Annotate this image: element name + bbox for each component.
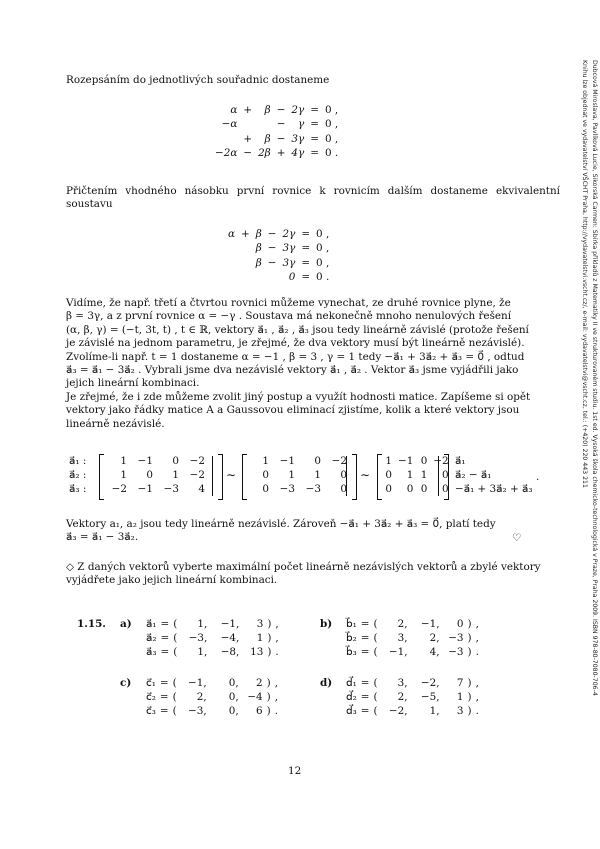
- vector-component: −2,: [420, 677, 440, 689]
- vector-component: −3: [448, 646, 464, 658]
- paren-close: ): [267, 632, 272, 644]
- equation-term: 2γ: [291, 104, 305, 116]
- vector-component: 0,: [228, 705, 239, 717]
- matrix-row: [66, 454, 92, 468]
- vector-row: [318, 645, 481, 659]
- vector-name: c⃗₃: [146, 705, 156, 717]
- matrix-entry: 1: [406, 469, 414, 481]
- equation-system-2: [225, 227, 332, 284]
- equation-term: β: [264, 132, 271, 145]
- matrix-entry: 0: [420, 455, 428, 467]
- equation-term: −: [267, 228, 277, 240]
- matrix-entry: 1: [262, 455, 269, 467]
- vector-component: 1: [256, 632, 264, 644]
- paragraph-line: lineárně nezávislé.: [66, 417, 165, 430]
- exercise-part-b: [318, 617, 481, 659]
- vector-component: 3,: [397, 632, 408, 644]
- equation-term: α: [228, 228, 236, 240]
- equation-term: =: [310, 146, 319, 159]
- paragraph-equivalent-system: [66, 185, 560, 212]
- equals-sign: =: [160, 618, 170, 630]
- equals-sign: =: [160, 632, 170, 644]
- vector-component: −1,: [220, 618, 240, 630]
- paren-open: (: [373, 646, 378, 658]
- vector-component: 3: [456, 705, 464, 717]
- paragraph-text: Přičtením vhodného násobku první rovnice k rovnicím dalším dostaneme ekvivalentní soustavu: [66, 185, 560, 211]
- matrix-row: [452, 454, 536, 468]
- vector-name: a⃗₁: [146, 618, 157, 630]
- vector-component: 1,: [197, 618, 208, 630]
- equation-term: =: [301, 242, 311, 255]
- equation-term: −: [276, 132, 286, 145]
- equation-term: [240, 117, 255, 131]
- equation-term: −: [267, 242, 277, 255]
- equation-term: 0 ,: [324, 118, 339, 131]
- matrix-entry: −3: [163, 483, 179, 495]
- vector-component: 2,: [397, 691, 408, 703]
- paragraph-line: je závislé na jednom parametru, je zřejmé, že dva vektory musí být lineárně nezávislé).: [66, 337, 525, 350]
- matrix-entry: 0: [385, 483, 392, 495]
- citation-line: Dubcová Miroslava, Pavlíková Lucie, Sikorská Carmen: Sbírka příkladů z Matematiky II ve strukturovaném studiu. 1st ed. Vysoká škola chemicko-technologická v Praze, Praha 2009. ISBN 978-80-7080-706-4: [591, 60, 598, 696]
- vector-component: 3,: [397, 677, 408, 689]
- matrix-entry: 4: [198, 483, 205, 495]
- part-label: [118, 704, 144, 718]
- matrix-row: [66, 482, 92, 496]
- equation-term: =: [301, 270, 311, 283]
- vector-component: −2,: [388, 705, 408, 717]
- equation-term: [253, 270, 265, 284]
- equation-term: β: [255, 242, 262, 255]
- part-label: d): [320, 677, 333, 689]
- vector-component: −1,: [388, 646, 408, 658]
- equation-term: [212, 132, 240, 146]
- matrix-row-operation: a⃗₁: [455, 455, 466, 467]
- matrix-entry: −3: [305, 483, 321, 495]
- equation-term: =: [310, 118, 319, 131]
- row-end: ,: [475, 632, 479, 644]
- equals-sign: =: [159, 705, 169, 717]
- row-end: ,: [274, 677, 279, 689]
- tilde-1: ∼: [226, 468, 237, 482]
- matrix-entry: 0: [442, 469, 449, 481]
- equation-term: 2β: [258, 146, 271, 159]
- vector-row: [118, 676, 280, 690]
- equation-term: 0 ,: [316, 242, 330, 255]
- matrix-row-label: a⃗₂ :: [69, 469, 87, 481]
- row-end: ,: [275, 618, 279, 630]
- paragraph-line: β = 3γ, a z první rovnice α = −γ . Soustava má nekonečně mnoho nenulových řešení: [66, 310, 512, 323]
- matrix-entry: 0: [262, 469, 269, 481]
- matrix-row: [381, 482, 452, 496]
- exercise-part-d: [318, 676, 481, 718]
- matrix-entry: 0: [340, 483, 347, 495]
- row-end: ,: [475, 691, 479, 703]
- part-label: [318, 631, 344, 645]
- paren-close: ): [266, 677, 271, 689]
- paren-close: ): [467, 632, 472, 644]
- vector-row: [318, 617, 481, 631]
- row-end: .: [275, 646, 279, 658]
- vector-component: −3: [448, 632, 464, 644]
- task-instruction: [66, 561, 560, 588]
- vector-row: [118, 704, 280, 718]
- equation-term: [238, 256, 253, 270]
- matrix-row: [246, 454, 350, 468]
- equation-term: 3γ: [282, 256, 296, 269]
- matrix-row: [104, 454, 208, 468]
- equation-term: 0 ,: [324, 104, 339, 116]
- equation-term: [265, 270, 280, 284]
- vector-name: b⃗₂: [346, 632, 357, 644]
- vector-component: −1,: [188, 677, 207, 689]
- vector-name: a⃗₂: [146, 632, 157, 644]
- matrix-entry: 1: [172, 469, 179, 481]
- paragraph-line: Vidíme, že např. třetí a čtvrtou rovnici můžeme vynechat, ze druhé rovnice plyne, že: [66, 297, 511, 309]
- paren-open: (: [172, 705, 177, 717]
- paragraph-line: Je zřejmé, že i zde můžeme zvolit jiný postup a využít hodnosti matice. Zapíšeme si opět: [66, 390, 531, 403]
- intro-text: Rozepsáním do jednotlivých souřadnic dostaneme: [66, 74, 330, 86]
- equals-sign: =: [360, 618, 370, 630]
- matrix-row-operation: −a⃗₁ + 3a⃗₂ + a⃗₃: [455, 483, 533, 495]
- matrix-row: [381, 454, 452, 468]
- vector-component: −1,: [420, 618, 440, 630]
- paragraph-line: vektory jako řádky matice A a Gaussovou eliminací zjistíme, kolik a které vektory jsou: [66, 404, 520, 417]
- vector-row: [318, 631, 481, 645]
- equation-term: [238, 270, 253, 284]
- matrix-entry: 0: [385, 469, 392, 481]
- paren-open: (: [373, 677, 378, 689]
- paren-open: (: [173, 618, 178, 630]
- paragraph-solution: [66, 297, 560, 431]
- paren-close: ): [467, 646, 472, 658]
- matrix-row-operation: a⃗₂ − a⃗₁: [455, 469, 492, 481]
- vector-name: a⃗₃: [146, 646, 157, 658]
- equation-row: [212, 117, 341, 131]
- matrix-row: [104, 468, 208, 482]
- exercise-part-c: [118, 676, 280, 718]
- equals-sign: =: [360, 691, 370, 703]
- matrix-entry: −2: [189, 455, 205, 467]
- equation-term: =: [301, 228, 311, 240]
- vector-component: 7: [456, 677, 464, 689]
- matrix-entry: 0: [420, 483, 428, 495]
- equation-row: [225, 270, 332, 284]
- equation-term: 2γ: [282, 228, 296, 240]
- equation-term: [225, 241, 238, 255]
- equation-term: +: [276, 146, 286, 159]
- equation-term: [255, 117, 274, 131]
- equation-term: +: [243, 104, 253, 116]
- matrix-row: [381, 468, 452, 482]
- equation-term: γ: [298, 118, 305, 131]
- equation-term: +: [243, 132, 253, 145]
- order-line: Knihu lze objednat ve vydavatelství VŠCHT Praha, http://vydavatelstvi.vscht.cz/, e-mail: vydavatelstvi@vscht.cz, tel.: (+420) 220 443 211: [581, 60, 588, 488]
- part-label: b): [320, 618, 333, 630]
- part-label: [318, 690, 344, 704]
- vector-component: 2: [256, 677, 263, 689]
- matrix-entry: −2: [433, 455, 449, 467]
- part-label: [318, 645, 344, 659]
- part-label: [118, 631, 144, 645]
- equation-term: β: [264, 104, 271, 116]
- paren-open: (: [373, 705, 378, 717]
- equation-row: [212, 132, 341, 146]
- equation-term: −: [276, 118, 286, 131]
- equation-system-1: [212, 103, 341, 160]
- vector-component: 1: [456, 691, 464, 703]
- equation-term: [238, 241, 253, 255]
- matrix-end-dot: .: [536, 471, 540, 483]
- equation-term: β: [255, 256, 262, 269]
- paren-open: (: [173, 646, 178, 658]
- vector-name: b⃗₃: [346, 646, 357, 658]
- equals-sign: =: [360, 677, 370, 689]
- row-end: ,: [274, 691, 279, 703]
- matrix-entry: 0: [262, 483, 269, 495]
- matrix-entry: −1: [398, 455, 414, 467]
- vector-component: 2,: [397, 618, 408, 630]
- equation-row: [225, 256, 332, 270]
- vector-row: [118, 645, 281, 659]
- matrix-entry: 0: [442, 483, 449, 495]
- matrix-row: [246, 468, 350, 482]
- row-end: .: [274, 705, 279, 717]
- equation-term: 0 .: [316, 270, 330, 283]
- matrix-entry: −2: [331, 455, 347, 467]
- vector-name: c⃗₂: [146, 691, 156, 703]
- vector-name: d⃗₃: [346, 705, 357, 717]
- paren-open: (: [172, 691, 177, 703]
- vector-row: [318, 690, 481, 704]
- row-end: .: [475, 646, 479, 658]
- vector-component: 2,: [196, 691, 207, 703]
- matrix-row: [246, 482, 350, 496]
- equation-term: −: [267, 256, 277, 269]
- tilde-2: ∼: [360, 468, 371, 482]
- paren-open: (: [172, 677, 177, 689]
- paren-close: ): [467, 618, 472, 630]
- matrix-entry: 1: [288, 469, 295, 481]
- matrix-row-label: a⃗₁ :: [69, 455, 87, 467]
- task-line: vyjádřete jako jejich lineární kombinaci.: [66, 574, 278, 587]
- vector-row: [318, 676, 481, 690]
- equation-term: =: [301, 256, 311, 269]
- paragraph-line: Vektory a₁, a₂ jsou tedy lineárně nezávislé. Zároveň −a⃗₁ + 3a⃗₂ + a⃗₃ = 0⃗, platí tedy: [66, 518, 496, 530]
- matrix-entry: −1: [137, 455, 153, 467]
- part-label: [318, 704, 344, 718]
- equation-term: 0 ,: [324, 132, 339, 145]
- equation-term: [225, 256, 238, 270]
- paragraph-line: Zvolíme-li např. t = 1 dostaneme α = −1 , β = 3 , γ = 1 tedy −a⃗₁ + 3a⃗₂ + a⃗₃ = 0⃗ , odtud: [66, 350, 525, 363]
- paren-close: ): [467, 691, 472, 703]
- exercise-part-a: [118, 617, 281, 659]
- row-end: ,: [275, 632, 279, 644]
- paren-close: ): [467, 705, 472, 717]
- vector-component: 1,: [429, 705, 440, 717]
- part-label: [118, 645, 144, 659]
- vector-component: 0,: [228, 691, 239, 703]
- equation-term: =: [310, 132, 319, 145]
- equation-term: 0 ,: [316, 256, 330, 269]
- matrix-row: [104, 482, 208, 496]
- paragraph-line: jejich lineární kombinaci.: [66, 377, 200, 390]
- matrix-entry: −2: [189, 469, 205, 481]
- paren-open: (: [173, 632, 178, 644]
- equation-term: [225, 270, 238, 284]
- vector-component: 6: [256, 705, 263, 717]
- vector-component: −3,: [188, 632, 208, 644]
- equation-term: α: [230, 104, 238, 116]
- paren-open: (: [373, 691, 378, 703]
- equation-term: 4γ: [291, 146, 305, 159]
- paren-open: (: [373, 618, 378, 630]
- vector-component: −4,: [220, 632, 240, 644]
- matrix-entry: −2: [111, 483, 127, 495]
- vector-component: −5,: [420, 691, 440, 703]
- equation-term: =: [310, 104, 319, 116]
- equation-term: +: [241, 228, 250, 240]
- page-number: 12: [288, 765, 302, 777]
- gauss-elimination: [66, 454, 586, 504]
- equation-term: −α: [221, 118, 238, 131]
- vector-component: 13: [250, 646, 264, 658]
- paren-close: ): [467, 677, 472, 689]
- paren-close: ): [266, 705, 271, 717]
- vector-name: d⃗₂: [346, 691, 357, 703]
- matrix-row: [452, 482, 536, 496]
- vector-component: −4: [247, 691, 263, 703]
- vector-row: [118, 631, 281, 645]
- paren-close: ): [266, 691, 271, 703]
- matrix-row: [452, 468, 536, 482]
- row-end: ,: [475, 677, 479, 689]
- equation-term: 3γ: [291, 132, 305, 145]
- matrix-entry: 0: [172, 455, 179, 467]
- paragraph-line: a⃗₃ = a⃗₁ − 3a⃗₂.: [66, 531, 139, 544]
- vector-component: 4,: [429, 646, 440, 658]
- matrix-row: [66, 468, 92, 482]
- sidebar-citation: [566, 60, 600, 770]
- matrix-entry: 1: [120, 469, 127, 481]
- vector-component: 1,: [197, 646, 208, 658]
- equation-row: [212, 103, 341, 117]
- vector-name: c⃗₁: [146, 677, 156, 689]
- vector-row: [118, 690, 280, 704]
- matrix-entry: −3: [279, 483, 295, 495]
- part-label: [118, 690, 144, 704]
- equals-sign: =: [360, 632, 370, 644]
- vector-component: 3: [256, 618, 264, 630]
- matrix-entry: 1: [314, 469, 321, 481]
- equals-sign: =: [160, 646, 170, 658]
- matrix-entry: −1: [279, 455, 295, 467]
- equation-term: 3γ: [282, 242, 296, 255]
- equation-term: 0: [288, 270, 296, 283]
- exercise-number: 1.15.: [77, 618, 106, 630]
- equals-sign: =: [159, 677, 169, 689]
- vector-row: [318, 704, 481, 718]
- matrix-entry: 0: [146, 469, 153, 481]
- paren-open: (: [373, 632, 378, 644]
- equation-term: 0 .: [324, 146, 339, 159]
- equation-row: [212, 146, 341, 160]
- matrix-entry: 1: [385, 455, 392, 467]
- equation-row: [225, 241, 332, 255]
- equals-sign: =: [159, 691, 169, 703]
- vector-component: −3,: [188, 705, 207, 717]
- matrix-entry: 0: [340, 469, 347, 481]
- equation-term: β: [255, 228, 262, 240]
- matrix-entry: 1: [420, 469, 428, 481]
- task-line: ◇ Z daných vektorů vyberte maximální počet lineárně nezávislých vektorů a zbylé vektory: [66, 561, 541, 573]
- matrix-entry: 0: [314, 455, 321, 467]
- equals-sign: =: [360, 705, 370, 717]
- vector-name: b⃗₁: [346, 618, 357, 630]
- paren-close: ): [267, 618, 272, 630]
- paragraph-conclusion: [66, 518, 560, 545]
- part-label: a): [120, 618, 132, 630]
- heart-icon: ♡: [512, 532, 522, 544]
- equation-term: −2α: [215, 146, 238, 159]
- vector-component: 0,: [228, 677, 239, 689]
- row-end: ,: [475, 618, 479, 630]
- equation-term: −: [243, 146, 253, 159]
- paren-close: ): [267, 646, 272, 658]
- vector-name: d⃗₁: [346, 677, 357, 689]
- matrix-entry: −1: [137, 483, 153, 495]
- equation-row: [225, 227, 332, 241]
- equals-sign: =: [360, 646, 370, 658]
- paragraph-line: a⃗₃ = a⃗₁ − 3a⃗₂ . Vybrali jsme dva nezávislé vektory a⃗₁ , a⃗₂ . Vektor a⃗₃ jsme vyjádřili jako: [66, 364, 519, 377]
- vector-component: −8,: [220, 646, 240, 658]
- matrix-row-label: a⃗₃ :: [69, 483, 87, 495]
- matrix-entry: 1: [120, 455, 127, 467]
- equation-term: −: [276, 104, 286, 116]
- vector-row: [118, 617, 281, 631]
- matrix-entry: 0: [406, 483, 414, 495]
- equation-term: 0 ,: [316, 228, 330, 240]
- paragraph-line: (α, β, γ) = (−t, 3t, t) , t ∈ ℝ, vektory a⃗₁ , a⃗₂ , a⃗₃ jsou tedy lineárně závislé (protože řešení: [66, 323, 529, 336]
- vector-component: 2,: [429, 632, 440, 644]
- part-label: c): [120, 677, 132, 689]
- vector-component: 0: [456, 618, 464, 630]
- row-end: .: [475, 705, 479, 717]
